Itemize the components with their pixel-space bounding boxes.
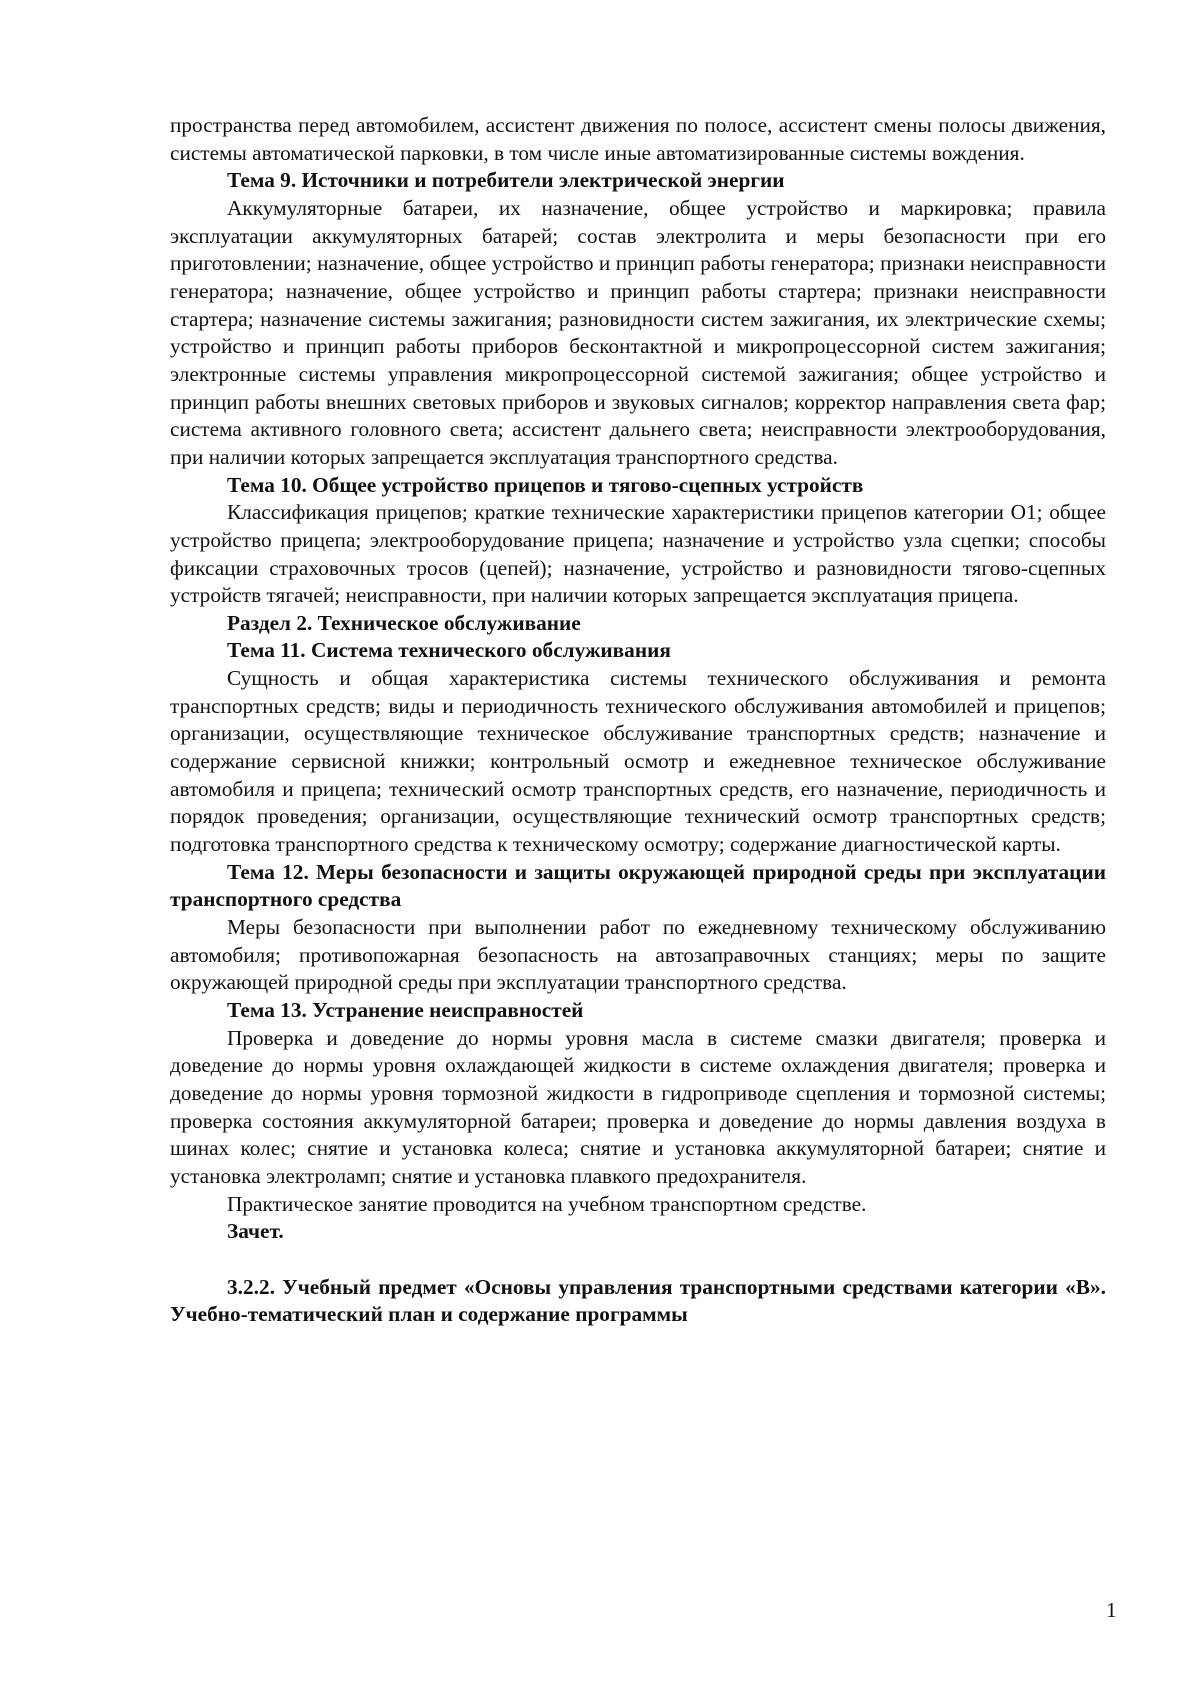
heading-credit: Зачет. <box>227 1219 284 1244</box>
heading-topic-13: Тема 13. Устранение неисправностей <box>227 998 584 1022</box>
paragraph-lane-assist-continuation: пространства перед автомобилем, ассистент движения по полосе, ассистент смены полосы движения, системы автоматической парковки, в том числе иные автоматизированные системы вождения. <box>170 113 1106 165</box>
heading-subject-3-2-2: 3.2.2. Учебный предмет «Основы управления транспортными средствами категории «B». Учебно-тематический план и содержание программы <box>170 1274 1106 1327</box>
blank-line <box>170 1246 1106 1274</box>
paragraph-topic-9: Аккумуляторные батареи, их назначение, общее устройство и маркировка; правила эксплуатации аккумуляторных батарей; состав электролита и меры безопасности при его приготовлении; назначение, общее устройство и принцип работы генератора; признаки неисправности генератора; назначение, общее устройство и принцип работы стартера; признаки неисправности стартера; назначение системы зажигания; разновидности систем зажигания, их электрические схемы; устройство и принцип работы приборов бесконтактной и микропроцессорной систем зажигания; электронные системы управления микропроцессорной системой зажигания; общее устройство и принцип работы внешних световых приборов и звуковых сигналов; корректор направления света фар; система активного головного света; ассистент дальнего света; неисправности электрооборудования, при наличии которых запрещается эксплуатация транспортного средства. <box>170 195 1106 469</box>
paragraph-topic-11: Сущность и общая характеристика системы технического обслуживания и ремонта транспортных средств; виды и периодичность технического обслуживания автомобилей и прицепов; организации, осуществляющие техническое обслуживание транспортных средств; назначение и содержание сервисной книжки; контрольный осмотр и ежедневное техническое обслуживание автомобиля и прицепа; технический осмотр транспортных средств, его назначение, периодичность и порядок проведения; организации, осуществляющие технический осмотр транспортных средств; подготовка транспортного средства к техническому осмотру; содержание диагностической карты. <box>170 666 1106 857</box>
heading-topic-11: Тема 11. Система технического обслуживания <box>227 638 671 663</box>
paragraph-topic-13: Проверка и доведение до нормы уровня масла в системе смазки двигателя; проверка и доведение до нормы уровня охлаждающей жидкости в системе охлаждения двигателя; проверка и доведение до нормы уровня тормозной жидкости в гидроприводе сцепления и тормозной системы; проверка состояния аккумуляторной батареи; проверка и доведение до нормы давления воздуха в шинах колес; снятие и установка колеса; снятие и установка аккумуляторной батареи; снятие и установка электроламп; снятие и установка плавкого предохранителя. <box>170 1025 1106 1188</box>
document-page <box>170 112 1106 1329</box>
paragraph-practical-lesson: Практическое занятие проводится на учебном транспортном средстве. <box>227 1191 867 1216</box>
heading-topic-9: Тема 9. Источники и потребители электрической энергии <box>227 168 785 193</box>
heading-section-2: Раздел 2. Техническое обслуживание <box>227 610 581 635</box>
paragraph-topic-10: Классификация прицепов; краткие технические характеристики прицепов категории O1; общее устройство прицепа; электрооборудование прицепа; назначение и устройство узла сцепки; способы фиксации страховочных тросов (цепей); назначение, устройство и разновидности тягово-сцепных устройств тягачей; неисправности, при наличии которых запрещается эксплуатация прицепа. <box>170 500 1106 608</box>
page-number: 1 <box>1106 1598 1117 1622</box>
paragraph-topic-12: Меры безопасности при выполнении работ по ежедневному техническому обслуживанию автомобиля; противопожарная безопасность на автозаправочных станциях; меры по защите окружающей природной среды при эксплуатации транспортного средства. <box>170 915 1106 995</box>
heading-topic-12: Тема 12. Меры безопасности и защиты окружающей природной среды при эксплуатации транспортного средства <box>170 859 1106 912</box>
heading-topic-10: Тема 10. Общее устройство прицепов и тягово-сцепных устройств <box>227 472 864 497</box>
